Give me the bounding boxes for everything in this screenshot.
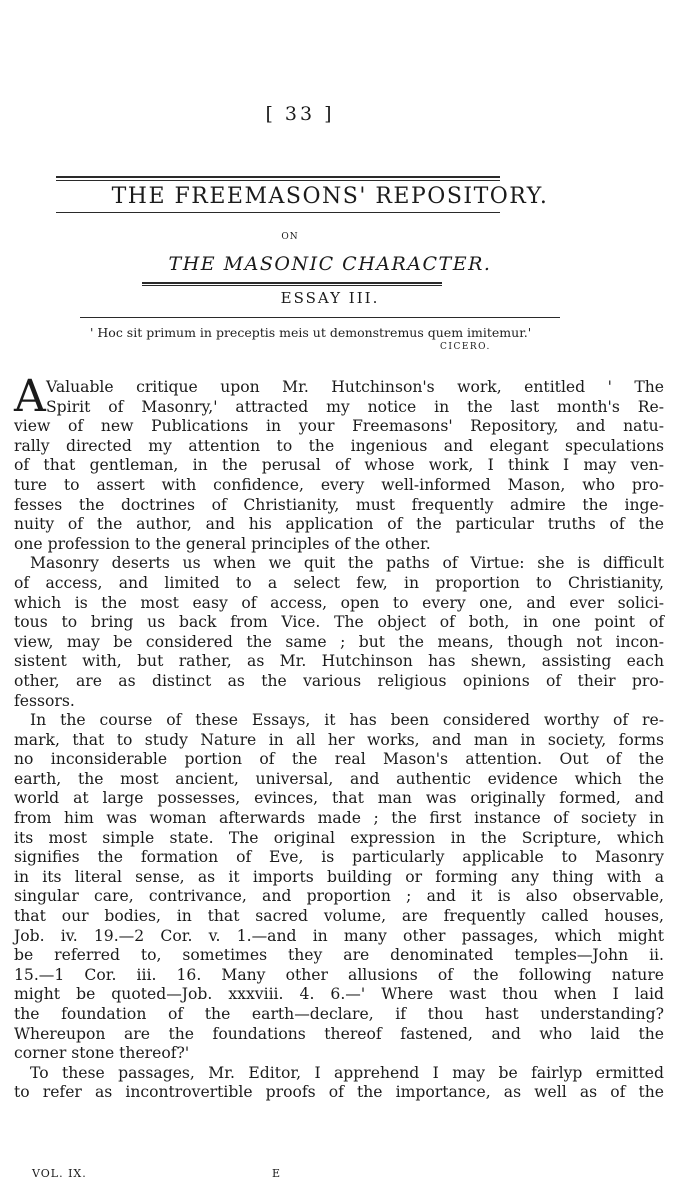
body-line: Spirit of Masonry,' attracted my notice in the last month's Re-: [46, 397, 664, 416]
article-title: THE FREEMASONS' REPOSITORY.: [111, 184, 549, 209]
body-line: rally directed my attention to the ingenious and elegant speculations: [14, 436, 664, 455]
subtitle-rule-thin: [142, 285, 442, 286]
body-line: signifies the formation of Eve, is particularly applicable to Masonry: [14, 848, 664, 867]
article-body: [14, 378, 664, 1103]
body-line: earth, the most ancient, universal, and authentic evidence which the: [14, 769, 664, 788]
body-line: mark, that to study Nature in all her works, and man in society, forms: [14, 730, 664, 749]
sheet-signature: E: [272, 1167, 281, 1180]
body-line: the foundation of the earth—declare, if thou hast understanding?: [14, 1005, 664, 1023]
body-line: other, are as distinct as the various religious opinions of their pro-: [14, 671, 664, 690]
body-line: corner stone thereof?': [14, 1044, 190, 1063]
body-line: that our bodies, in that sacred volume, are frequently called houses,: [14, 907, 664, 926]
on-label: ON: [281, 232, 299, 242]
top-rule-thin: [56, 180, 500, 181]
body-line: view, may be considered the same ; but the means, though not incon-: [14, 632, 664, 651]
body-line: Job. iv. 19.—2 Cor. v. 1.—and in many other passages, which might: [14, 926, 664, 945]
body-line: ture to assert with confidence, every well-informed Mason, who pro-: [14, 475, 664, 494]
body-line: from him was woman afterwards made ; the first instance of society in: [14, 809, 664, 828]
body-line: of that gentleman, in the perusal of whose work, I think I may ven-: [14, 456, 664, 475]
body-line: might be quoted—Job. xxxviii. 4. 6.—' Where wast thou when I laid: [14, 985, 664, 1004]
body-line: one profession to the general principles of the other.: [14, 534, 431, 553]
body-line: To these passages, Mr. Editor, I apprehend I may be fairlyp ermitted: [30, 1063, 664, 1082]
title-rule: [56, 212, 500, 213]
body-line: to refer as incontrovertible proofs of the importance, as well as of the: [14, 1083, 664, 1102]
body-line: no inconsiderable portion of the real Mason's attention. Out of the: [14, 750, 664, 769]
body-line: which is the most easy of access, open to every one, and ever solici-: [14, 593, 664, 612]
body-line: its most simple state. The original expression in the Scripture, which: [14, 828, 664, 847]
body-line: fesses the doctrines of Christianity, must frequently admire the inge-: [14, 495, 664, 514]
epigraph: ' Hoc sit primum in preceptis meis ut demonstremus quem imitemur.': [90, 325, 532, 340]
body-line: fessors.: [14, 691, 75, 710]
body-line: Whereupon are the foundations thereof fastened, and who laid the: [14, 1024, 664, 1043]
body-line: 15.—1 Cor. iii. 16. Many other allusions of the following nature: [14, 965, 664, 984]
epigraph-attribution: CICERO.: [440, 342, 491, 352]
essay-number: ESSAY III.: [280, 289, 380, 307]
body-line: view of new Publications in your Freemasons' Repository, and natu-: [14, 417, 664, 436]
body-line: world at large possesses, evinces, that man was originally formed, and: [14, 789, 664, 808]
body-line: nuity of the author, and his application of the particular truths of the: [14, 515, 664, 534]
drop-cap: A: [14, 371, 46, 422]
subtitle-rule-thick: [142, 282, 442, 284]
body-line: tous to bring us back from Vice. The object of both, in one point of: [14, 613, 664, 632]
body-line: sistent with, but rather, as Mr. Hutchinson has shewn, assisting each: [14, 652, 664, 671]
volume-signature: VOL. IX.: [32, 1167, 87, 1180]
body-line: be referred to, sometimes they are denominated temples—John ii.: [14, 946, 664, 965]
body-line: in its literal sense, as it imports building or forming any thing with a: [14, 867, 664, 886]
body-line: singular care, contrivance, and proportion ; and it is also observable,: [14, 887, 664, 906]
page-number: [ 33 ]: [265, 103, 335, 125]
body-line: In the course of these Essays, it has been considered worthy of re-: [30, 711, 664, 730]
body-line: Masonry deserts us when we quit the paths of Virtue: she is difficult: [30, 554, 664, 573]
body-line: of access, and limited to a select few, in proportion to Christianity,: [14, 573, 664, 592]
article-subtitle: THE MASONIC CHARACTER.: [168, 253, 492, 275]
epigraph-rule: [80, 317, 560, 318]
top-rule-thick: [56, 176, 500, 178]
body-line: Valuable critique upon Mr. Hutchinson's work, entitled ' The: [46, 378, 664, 396]
